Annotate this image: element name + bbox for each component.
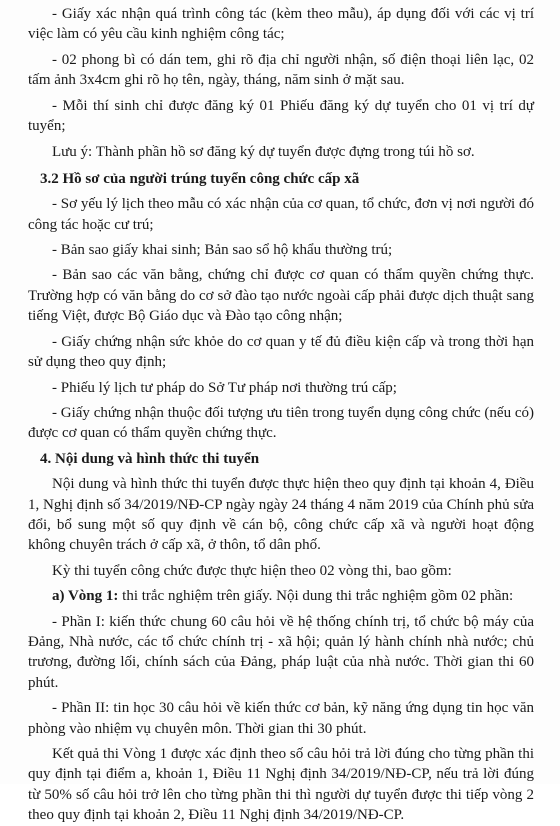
paragraph-work-confirmation: - Giấy xác nhận quá trình công tác (kèm theo mẫu), áp dụng đối với các vị trí việc làm có yêu cầu kinh nghiệm công tác;	[28, 6, 534, 43]
paragraph-part-2: - Phần II: tin học 30 câu hỏi về kiến thức cơ bản, kỹ năng ứng dụng tin học văn phòng vào nhiệm vụ chuyên môn. Thời gian thi 30 phút.	[28, 700, 534, 737]
section-heading-4: 4. Nội dung và hình thức thi tuyển	[40, 450, 260, 467]
paragraph-diplomas: - Bản sao các văn bằng, chứng chỉ được cơ quan có thẩm quyền chứng thực. Trường hợp có văn bằng do cơ sở đào tạo nước ngoài cấp phải được dịch thuật sang tiếng Việt, được Bộ Giáo dục và Đào tạo công nhận;	[28, 267, 534, 325]
paragraph-resume: - Sơ yếu lý lịch theo mẫu có xác nhận của cơ quan, tổ chức, đơn vị nơi người đó công tác hoặc cư trú;	[28, 196, 534, 233]
section-heading-3-2: 3.2 Hồ sơ của người trúng tuyển công chức cấp xã	[40, 170, 360, 187]
note-paragraph: Lưu ý: Thành phần hồ sơ đăng ký dự tuyển được đựng trong túi hồ sơ.	[52, 144, 475, 161]
paragraph-round-1-result: Kết quả thi Vòng 1 được xác định theo số câu hỏi trả lời đúng cho từng phần thi quy định tại điểm a, khoản 1, Điều 11 Nghị định 34/2019/NĐ-CP, nếu trả lời đúng từ 50% số câu hỏi trở lên cho từng phần thi thì người dự tuyển được thi tiếp vòng 2 theo quy định tại khoản 2, Điều 11 Nghị định 34/2019/NĐ-CP.	[28, 746, 534, 824]
paragraph-round-1	[28, 586, 534, 606]
paragraph-part-1: - Phần I: kiến thức chung 60 câu hỏi về hệ thống chính trị, tổ chức bộ máy của Đảng, Nhà nước, các tổ chức chính trị - xã hội; quản lý hành chính nhà nước; chủ trương, đường lối, chính sách của Đảng, pháp luật của nhà nước. Thời gian thi 60 phút.	[28, 613, 534, 691]
paragraph-health-certificate: - Giấy chứng nhận sức khỏe do cơ quan y tế đủ điều kiện cấp và trong thời hạn sử dụng theo quy định;	[28, 333, 534, 371]
round-1-label: a) Vòng 1:	[52, 588, 119, 605]
paragraph-one-registration: - Mỗi thí sinh chỉ được đăng ký 01 Phiếu đăng ký dự tuyển cho 01 vị trí dự tuyển;	[28, 97, 534, 135]
paragraph-envelopes-photos: - 02 phong bì có dán tem, ghi rõ địa chỉ người nhận, số điện thoại liên lạc, 02 tấm ảnh 3x4cm ghi rõ họ tên, ngày, tháng, năm sinh ở mặt sau.	[28, 51, 534, 89]
paragraph-exam-rounds: Kỳ thi tuyển công chức được thực hiện theo 02 vòng thi, bao gồm:	[52, 562, 452, 579]
paragraph-exam-regulation: Nội dung và hình thức thi tuyển được thực hiện theo quy định tại khoản 4, Điều 1, Nghị định số 34/2019/NĐ-CP ngày ngày 24 tháng 4 năm 2019 của Chính phủ sửa đổi, bổ sung một số quy định về cán bộ, công chức cấp xã và người hoạt động không chuyên trách ở cấp xã, ở thôn, tổ dân phố.	[28, 476, 534, 554]
paragraph-birth-certificate: - Bản sao giấy khai sinh; Bản sao sổ hộ khẩu thường trú;	[52, 242, 393, 259]
document-body	[28, 4, 534, 826]
paragraph-priority-certificate: - Giấy chứng nhận thuộc đối tượng ưu tiên trong tuyển dụng công chức (nếu có) được cơ quan có thẩm quyền chứng thực.	[28, 404, 534, 442]
round-1-text: thi trắc nghiệm trên giấy. Nội dung thi trắc nghiệm gồm 02 phần:	[118, 588, 514, 605]
paragraph-criminal-record: - Phiếu lý lịch tư pháp do Sở Tư pháp nơi thường trú cấp;	[52, 379, 397, 396]
